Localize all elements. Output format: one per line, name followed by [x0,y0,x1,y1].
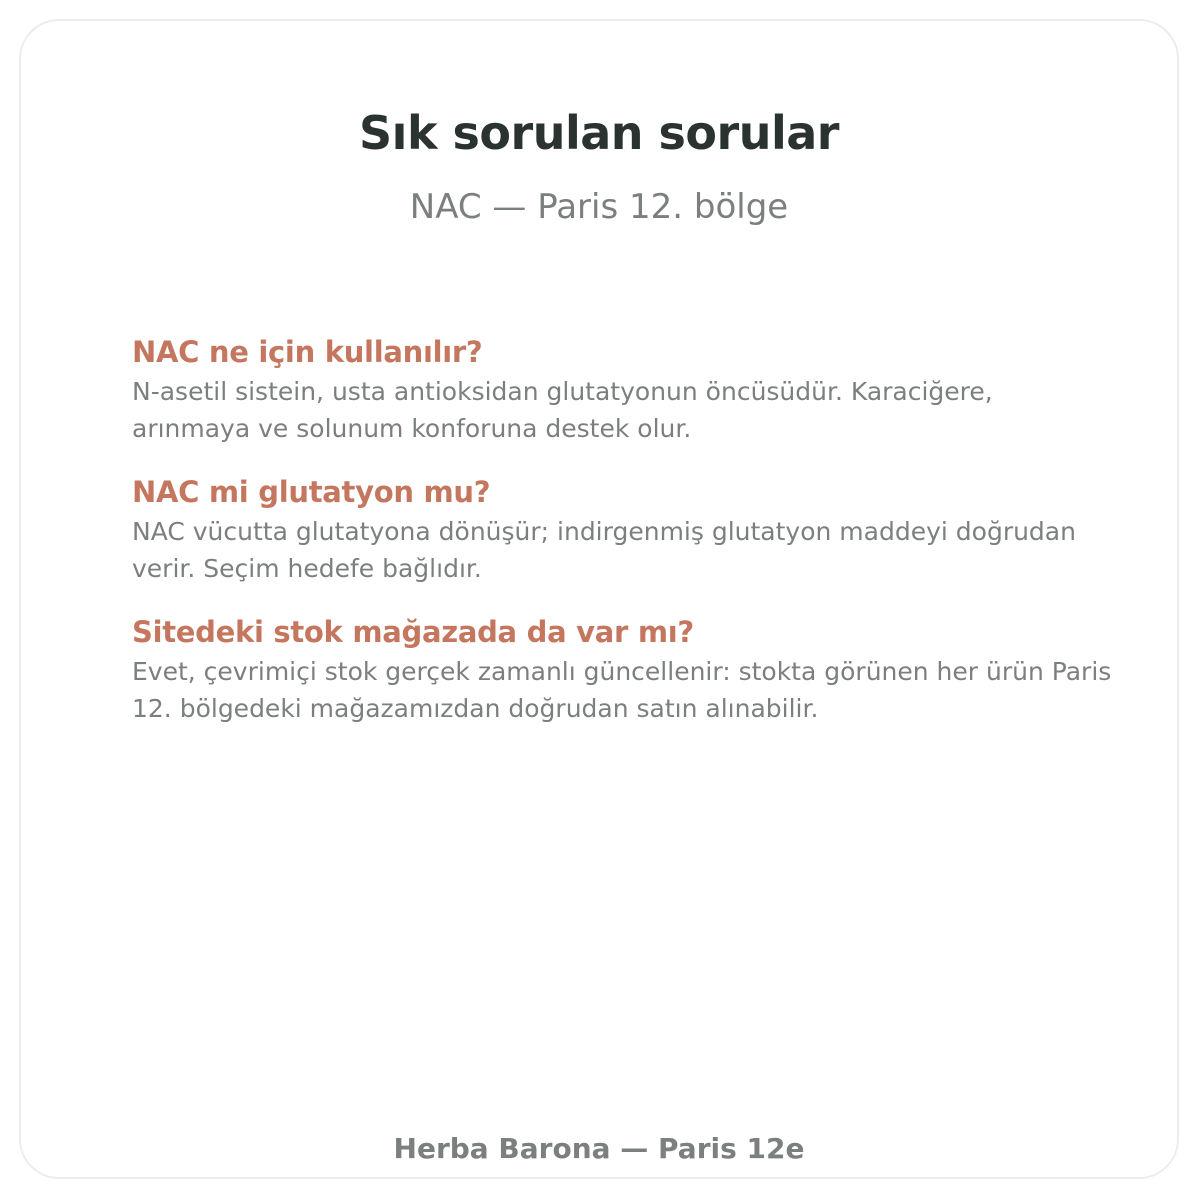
page-title: Sık sorulan sorular [359,106,839,160]
faq-answer: N-asetil sistein, usta antioksidan glutatyonun öncüsüdür. Karaciğere, arınmaya ve solunum konforuna destek olur. [132,377,993,443]
faq-answer: Evet, çevrimiçi stok gerçek zamanlı güncellenir: stokta görünen her ürün Paris 12. bölgedeki mağazamızdan doğrudan satın alınabilir. [132,657,1112,723]
faq-question: Sitedeki stok mağazada da var mı? [132,615,694,649]
faq-list [132,331,1112,751]
faq-item [132,611,1112,727]
faq-answer: NAC vücutta glutatyona dönüşür; indirgenmiş glutatyon maddeyi doğrudan verir. Seçim hedefe bağlıdır. [132,517,1076,583]
faq-item [132,331,1112,447]
page-subtitle: NAC — Paris 12. bölge [409,187,789,227]
faq-question: NAC ne için kullanılır? [132,335,483,369]
footer-brand: Herba Barona — Paris 12e [393,1132,805,1165]
faq-item [132,471,1112,587]
faq-question: NAC mi glutatyon mu? [132,475,491,509]
faq-card [19,19,1179,1179]
